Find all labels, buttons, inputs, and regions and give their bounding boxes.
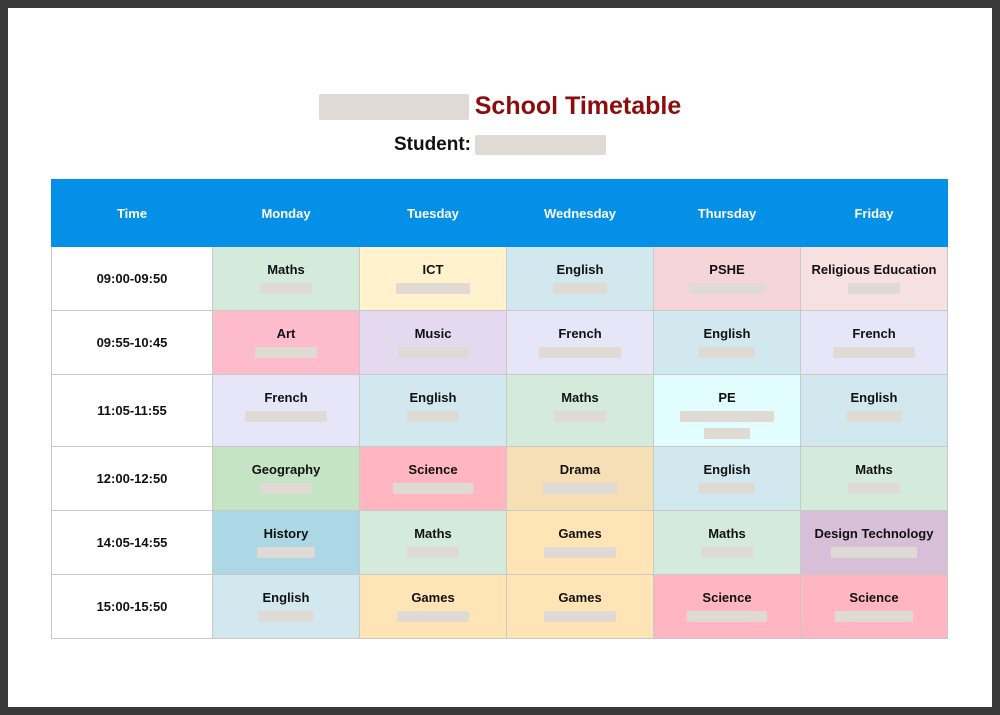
lesson-cell-thursday (654, 575, 801, 639)
lesson-cell-wednesday (507, 575, 654, 639)
lesson-cell-wednesday (507, 375, 654, 447)
lesson-cell-thursday (654, 375, 801, 447)
redacted-student-name (475, 135, 606, 155)
timetable (51, 179, 948, 639)
redacted-teacher (255, 347, 317, 358)
redacted-teacher (848, 283, 900, 294)
redacted-teacher (407, 411, 459, 422)
redacted-teacher (544, 611, 616, 622)
subject-label: Maths (708, 526, 746, 541)
subject-label: Science (702, 590, 752, 605)
subject-label: Science (408, 462, 458, 477)
lesson-cell-wednesday (507, 447, 654, 511)
student-label: Student: (393, 134, 472, 155)
header-monday: Monday (213, 180, 360, 247)
lesson-cell-thursday (654, 511, 801, 575)
lesson-cell-wednesday (507, 511, 654, 575)
lesson-cell-friday (801, 511, 948, 575)
subject-label: English (703, 462, 751, 477)
subject-label: Science (849, 590, 899, 605)
redacted-teacher (260, 283, 312, 294)
subject-label: Design Technology (814, 526, 934, 541)
subject-label: Geography (251, 462, 321, 477)
timetable-row (52, 247, 948, 311)
student-row (8, 134, 992, 160)
redacted-teacher (680, 411, 774, 422)
redacted-school-name (319, 94, 469, 120)
lesson-cell-tuesday (360, 447, 507, 511)
redacted-teacher (848, 483, 900, 494)
header-friday: Friday (801, 180, 948, 247)
subject-label: Maths (855, 462, 893, 477)
lesson-cell-thursday (654, 447, 801, 511)
subject-label: Religious Education (811, 262, 937, 277)
header-wednesday: Wednesday (507, 180, 654, 247)
redacted-teacher (393, 483, 473, 494)
subject-label: Maths (561, 390, 599, 405)
lesson-cell-tuesday (360, 311, 507, 375)
header-time: Time (52, 180, 213, 247)
lesson-cell-friday (801, 447, 948, 511)
redacted-teacher (260, 483, 312, 494)
redacted-teacher (687, 611, 767, 622)
redacted-teacher (397, 611, 469, 622)
lesson-cell-friday (801, 247, 948, 311)
header-row (52, 180, 948, 247)
timetable-page (8, 8, 992, 707)
redacted-teacher (699, 483, 755, 494)
redacted-teacher (544, 547, 616, 558)
redacted-teacher (543, 483, 617, 494)
redacted-teacher (257, 547, 315, 558)
subject-label: English (703, 326, 751, 341)
redacted-teacher (539, 347, 621, 358)
redacted-teacher (704, 428, 750, 439)
lesson-cell-friday (801, 575, 948, 639)
redacted-teacher (701, 547, 753, 558)
time-slot: 12:00-12:50 (52, 447, 213, 511)
lesson-cell-tuesday (360, 247, 507, 311)
lesson-cell-thursday (654, 247, 801, 311)
subject-label: Games (558, 590, 602, 605)
subject-label: French (852, 326, 896, 341)
subject-label: Games (558, 526, 602, 541)
lesson-cell-friday (801, 375, 948, 447)
header-thursday: Thursday (654, 180, 801, 247)
redacted-teacher (258, 611, 314, 622)
redacted-teacher (407, 547, 459, 558)
redacted-teacher (554, 411, 606, 422)
redacted-teacher (831, 547, 917, 558)
lesson-cell-tuesday (360, 511, 507, 575)
subject-label: History (263, 526, 309, 541)
redacted-teacher (396, 283, 470, 294)
lesson-cell-monday (213, 575, 360, 639)
lesson-cell-tuesday (360, 575, 507, 639)
lesson-cell-wednesday (507, 311, 654, 375)
title-row (8, 92, 992, 128)
redacted-teacher (833, 347, 915, 358)
lesson-cell-monday (213, 447, 360, 511)
redacted-teacher (846, 411, 902, 422)
subject-label: Art (276, 326, 296, 341)
timetable-row (52, 575, 948, 639)
time-slot: 09:55-10:45 (52, 311, 213, 375)
page-title: School Timetable (474, 92, 682, 120)
subject-label: Music (414, 326, 452, 341)
subject-label: Maths (267, 262, 305, 277)
redacted-teacher (553, 283, 607, 294)
subject-label: English (409, 390, 457, 405)
time-slot: 11:05-11:55 (52, 375, 213, 447)
lesson-cell-tuesday (360, 375, 507, 447)
lesson-cell-monday (213, 311, 360, 375)
subject-label: English (556, 262, 604, 277)
header-tuesday: Tuesday (360, 180, 507, 247)
redacted-teacher (835, 611, 913, 622)
time-slot: 15:00-15:50 (52, 575, 213, 639)
timetable-row (52, 447, 948, 511)
subject-label: Games (411, 590, 455, 605)
timetable-row (52, 375, 948, 447)
redacted-teacher (689, 283, 765, 294)
subject-label: Drama (559, 462, 601, 477)
lesson-cell-wednesday (507, 247, 654, 311)
subject-label: ICT (422, 262, 444, 277)
lesson-cell-thursday (654, 311, 801, 375)
lesson-cell-monday (213, 511, 360, 575)
timetable-row (52, 311, 948, 375)
lesson-cell-monday (213, 375, 360, 447)
time-slot: 14:05-14:55 (52, 511, 213, 575)
subject-label: Maths (414, 526, 452, 541)
lesson-cell-friday (801, 311, 948, 375)
redacted-teacher (245, 411, 327, 422)
redacted-teacher (699, 347, 755, 358)
timetable-row (52, 511, 948, 575)
subject-label: French (264, 390, 308, 405)
subject-label: English (850, 390, 898, 405)
subject-label: French (558, 326, 602, 341)
lesson-cell-monday (213, 247, 360, 311)
subject-label: PE (718, 390, 736, 405)
subject-label: English (262, 590, 310, 605)
time-slot: 09:00-09:50 (52, 247, 213, 311)
redacted-teacher (398, 347, 468, 358)
subject-label: PSHE (709, 262, 745, 277)
